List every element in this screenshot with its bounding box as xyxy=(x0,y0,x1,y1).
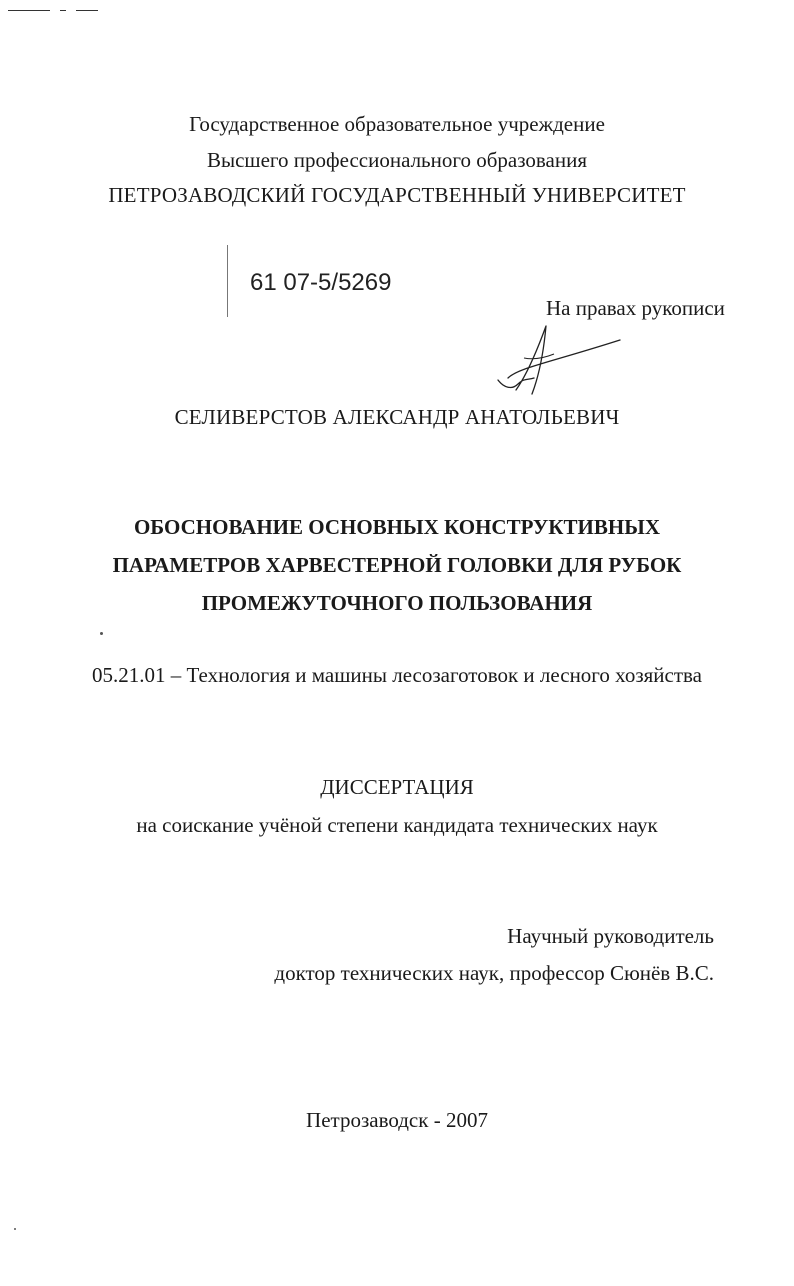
specialty-code: 05.21.01 – Технология и машины лесозаготовок и лесного хозяйства xyxy=(92,663,702,687)
stamp-margin-line xyxy=(227,245,228,317)
manuscript-note: На правах рукописи xyxy=(546,296,725,320)
degree-line: на соискание учёной степени кандидата технических наук xyxy=(136,813,658,837)
scan-artifact-line xyxy=(8,10,50,11)
scan-artifact-line xyxy=(60,10,66,11)
dissertation-title xyxy=(0,508,794,622)
title-line: ОБОСНОВАНИЕ ОСНОВНЫХ КОНСТРУКТИВНЫХ xyxy=(133,515,661,539)
author-name: СЕЛИВЕРСТОВ АЛЕКСАНДР АНАТОЛЬЕВИЧ xyxy=(174,405,620,429)
institution-line-2: Высшего профессионального образования xyxy=(207,148,587,172)
title-line: ПАРАМЕТРОВ ХАРВЕСТЕРНОЙ ГОЛОВКИ ДЛЯ РУБОК xyxy=(112,553,682,577)
supervisor-name: доктор технических наук, профессор Сюнёв В.С. xyxy=(274,961,714,985)
institution-line-1: Государственное образовательное учреждение xyxy=(189,112,605,136)
title-line: ПРОМЕЖУТОЧНОГО ПОЛЬЗОВАНИЯ xyxy=(201,591,593,615)
scan-artifact-line xyxy=(76,10,98,11)
supervisor-label: Научный руководитель xyxy=(507,924,714,948)
university-name: ПЕТРОЗАВОДСКИЙ ГОСУДАРСТВЕННЫЙ УНИВЕРСИТЕТ xyxy=(108,183,686,207)
document-type: ДИССЕРТАЦИЯ xyxy=(320,775,474,799)
scan-speck xyxy=(100,632,103,635)
signature-image xyxy=(488,318,628,398)
catalog-number: 61 07-5/5269 xyxy=(250,269,392,296)
city-year: Петрозаводск - 2007 xyxy=(306,1108,488,1132)
scan-speck xyxy=(14,1228,16,1230)
